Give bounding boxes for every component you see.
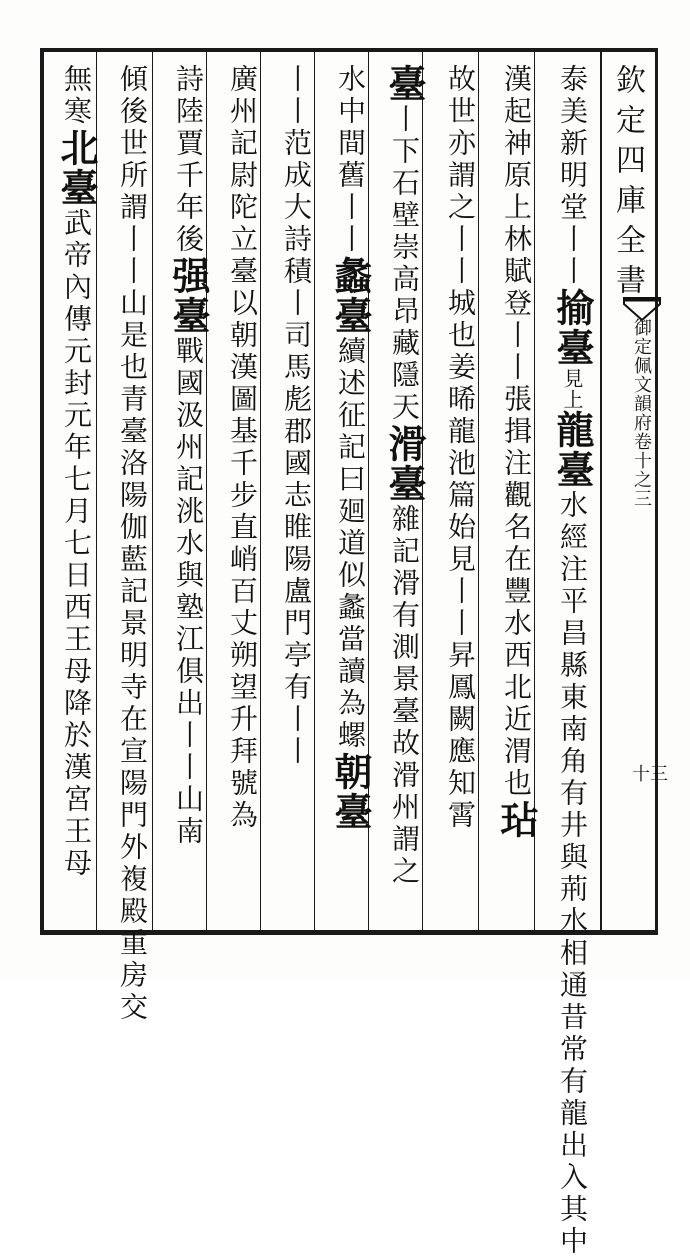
library-title: 欽定四庫全書: [610, 64, 645, 304]
column-divider: [152, 52, 153, 932]
column-text: 水經注平昌縣東南角有井與荊水相通昔常有龍出入其中: [556, 490, 589, 1258]
column-text: 丨丨范成大詩積丨司馬彪郡國志睢陽盧門亭有丨丨: [280, 64, 313, 768]
heading-entry: 北臺: [54, 128, 99, 208]
book-title: 御定佩文韻府卷十之三: [631, 318, 652, 508]
heading-entry: 强臺: [166, 256, 211, 336]
column-text: 廣州記尉陀立臺以朝漢圖基千步直峭百丈朔望升拜號為: [226, 64, 259, 832]
text-column-10: [54, 64, 99, 924]
text-column-3: [440, 64, 480, 924]
heading-entry: 蠡臺: [328, 256, 373, 336]
text-column-6: [276, 64, 316, 924]
heading-entry: 朝臺: [328, 752, 373, 832]
column-text: 泰美新明堂丨丨: [556, 64, 589, 288]
top-border: [40, 48, 656, 52]
annotation: 見上: [560, 368, 584, 410]
column-text: 雜記滑有測景臺故滑州謂之: [388, 504, 421, 888]
right-border: [655, 48, 658, 935]
text-column-9: [112, 64, 152, 1024]
heading-entry: 滑臺: [382, 424, 427, 504]
column-text: 故世亦謂之丨丨城也姜晞龍池篇始見丨丨昇鳳闕應知霄: [444, 64, 477, 832]
left-border: [40, 48, 44, 935]
column-text: 續述征記曰廻道似蠡當讀為螺: [334, 336, 367, 752]
heading-entry: 龍臺: [550, 410, 595, 490]
column-text: 漢起神原上林賦登丨丨張揖注觀名在豐水西北近渭也: [500, 64, 533, 800]
folio-number: 十三: [632, 764, 668, 785]
heading-entry: 揄臺: [550, 288, 595, 368]
text-column-7: [222, 64, 262, 924]
column-text: 傾後世所謂丨丨山是也青臺洛陽伽藍記景明寺在宣陽門外複殿重房交: [116, 64, 149, 1024]
text-column-8: [166, 64, 211, 924]
heading-entry: 臺: [382, 64, 427, 104]
text-column-2: [494, 64, 539, 924]
text-column-5: [328, 64, 373, 924]
text-column-4: [382, 64, 427, 924]
text-column-1: [550, 64, 595, 1258]
column-text: 無寒: [60, 64, 93, 128]
column-text: 詩陸賈千年後: [172, 64, 205, 256]
column-text: 水中間舊丨丨: [334, 64, 367, 256]
inner-border: [600, 48, 602, 935]
column-text: 丨下石壁崇高昂藏隱天: [388, 104, 421, 424]
heading-entry: 玷: [494, 800, 539, 840]
column-text: 武帝內傳元封元年七月七日西王母降於漢宮王母: [60, 208, 93, 880]
column-text: 戰國汲州記洮水與塾江俱出丨丨山南: [172, 336, 205, 848]
